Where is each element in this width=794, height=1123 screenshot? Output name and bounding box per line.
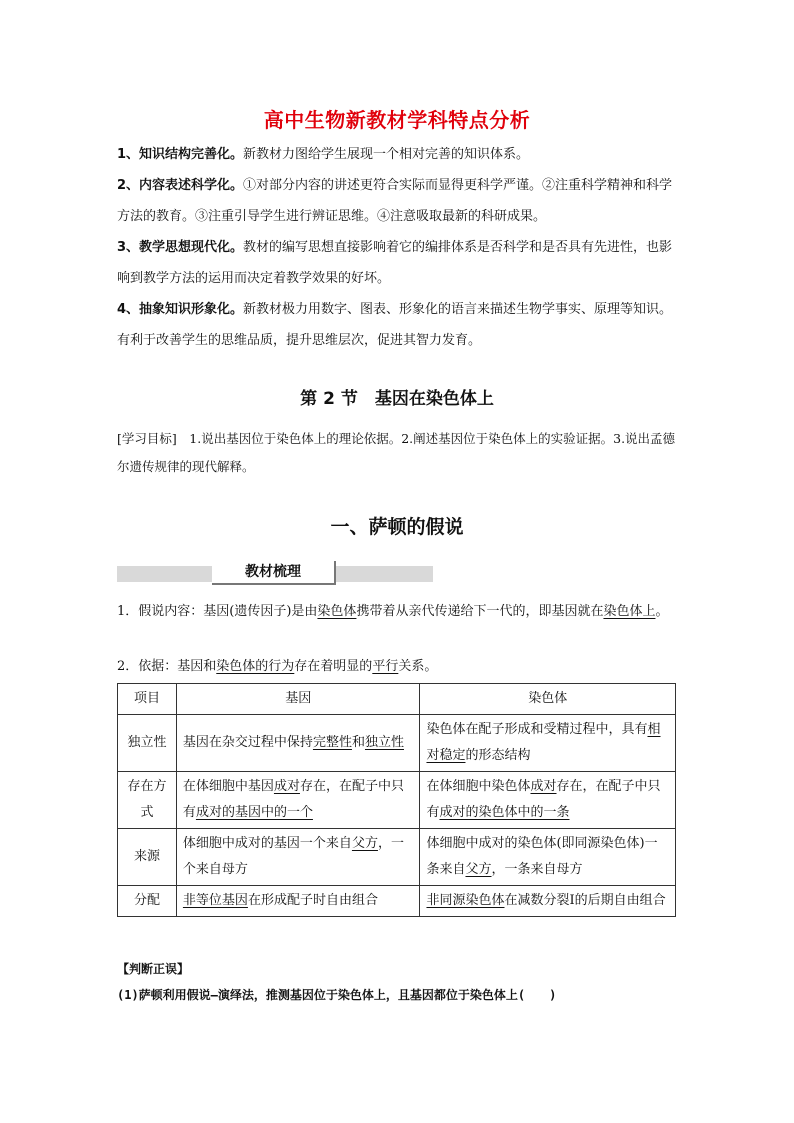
feature-2 — [117, 170, 682, 232]
table-header: 染色体 — [420, 684, 676, 715]
gene-cell: 体细胞中成对的基因一个来自父方，一个来自母方 — [176, 829, 420, 886]
feature-4 — [117, 294, 682, 356]
judge-question-1: (1)萨顿利用假说—演绎法，推测基因位于染色体上，且基因都位于染色体上( ) — [117, 988, 557, 1002]
feature-text: 教材的编写思想直接影响着它的编排体系是否科学和是否具有先进性，也影响到教学方法的运用而决定着教学效果的好坏。 — [117, 240, 673, 286]
table-header: 基因 — [176, 684, 420, 715]
hypothesis-content: 1．假说内容：基因(遗传因子)是由染色体携带着从亲代传递给下一代的，即基因就在染色体上。 — [117, 604, 669, 619]
feature-text: 新教材极力用数字、图表、形象化的语言来描述生物学事实、原理等知识。有利于改善学生的思维品质，提升思维层次，促进其智力发育。 — [117, 302, 673, 348]
chromosome-cell: 在体细胞中染色体成对存在，在配子中只有成对的染色体中的一条 — [420, 772, 676, 829]
gene-cell: 在体细胞中基因成对存在，在配子中只有成对的基因中的一个 — [176, 772, 420, 829]
learning-objectives — [117, 425, 682, 481]
gene-chromosome-table — [117, 683, 676, 917]
feature-1 — [117, 139, 682, 170]
table-row — [118, 886, 676, 917]
objectives-text: 1.说出基因位于染色体上的理论依据。2.阐述基因位于染色体上的实验证据。3.说出孟德尔遗传规律的现代解释。 — [117, 431, 676, 474]
objectives-label: [学习目标] — [117, 431, 177, 446]
table-row — [118, 715, 676, 772]
answer-blank: 染色体的行为 — [216, 659, 295, 674]
feature-lead: 4、抽象知识形象化。 — [117, 302, 244, 317]
table-row — [118, 772, 676, 829]
feature-lead: 2、内容表述科学化。 — [117, 178, 244, 193]
table-header: 项目 — [118, 684, 177, 715]
table-header-row — [118, 684, 676, 715]
chromosome-cell: 非同源染色体在减数分裂Ⅰ的后期自由组合 — [420, 886, 676, 917]
feature-3 — [117, 232, 682, 294]
textbook-review-tag: 教材梳理 — [212, 561, 336, 585]
chromosome-cell: 染色体在配子形成和受精过程中，具有相对稳定的形态结构 — [420, 715, 676, 772]
row-label: 存在方式 — [118, 772, 177, 829]
feature-lead: 3、教学思想现代化。 — [117, 240, 244, 255]
answer-blank: 染色体 — [317, 604, 357, 619]
table-row — [118, 829, 676, 886]
gene-cell: 基因在杂交过程中保持完整性和独立性 — [176, 715, 420, 772]
answer-blank: 平行 — [372, 659, 399, 674]
row-label: 分配 — [118, 886, 177, 917]
chromosome-cell: 体细胞中成对的染色体(即同源染色体)一条来自父方，一条来自母方 — [420, 829, 676, 886]
feature-text: 新教材力图给学生展现一个相对完善的知识体系。 — [243, 147, 530, 162]
section-title: 第 2 节 基因在染色体上 — [300, 389, 494, 409]
feature-text: ①对部分内容的讲述更符合实际而显得更科学严谨。②注重科学精神和科学方法的教育。③注重引导学生进行辨证思维。④注意吸取最新的科研成果。 — [117, 178, 673, 224]
gene-cell: 非等位基因在形成配子时自由组合 — [176, 886, 420, 917]
part-title: 一、萨顿的假说 — [330, 516, 464, 538]
row-label: 来源 — [118, 829, 177, 886]
page-title: 高中生物新教材学科特点分析 — [263, 108, 531, 132]
answer-blank: 染色体上 — [603, 604, 656, 619]
judge-label: 【判断正误】 — [117, 962, 190, 976]
feature-lead: 1、知识结构完善化。 — [117, 147, 244, 162]
row-label: 独立性 — [118, 715, 177, 772]
hypothesis-basis: 2．依据：基因和染色体的行为存在着明显的平行关系。 — [117, 659, 438, 674]
